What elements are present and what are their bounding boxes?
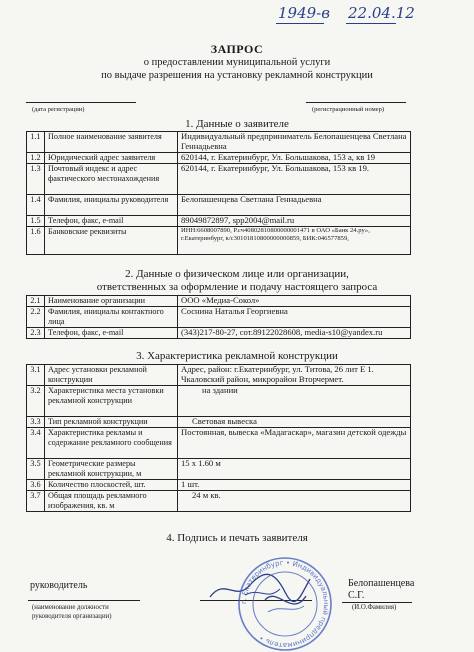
row-label: Банковские реквизиты [45,227,178,255]
row-number: 1.5 [27,216,45,227]
row-number: 2.1 [27,296,45,307]
row-value: Соснина Наталья Георгиевна [178,307,411,328]
table-row [27,164,411,195]
registration-date-label: (дата регистрации) [32,106,85,113]
row-value: Световая вывеска [178,417,411,428]
row-label: Фамилия, инициалы руководителя [45,195,178,216]
row-label: Телефон, факс, e-mail [45,328,178,339]
row-label: Телефон, факс, e-mail [45,216,178,227]
handwritten-underline [276,23,324,24]
row-label: Полное наименование заявителя [45,132,178,153]
signer-initials: С.Г. [348,590,365,601]
row-label: Геометрические размеры рекламной конструкции, м [45,459,178,480]
handwritten-number: 1949-в [278,4,330,22]
row-number: 3.1 [27,365,45,386]
registration-number-label: (регистрационный номер) [312,106,385,113]
signer-name: Белопашенцева [348,578,415,589]
table-row [27,328,411,339]
row-label: Количество плоскостей, шт. [45,480,178,491]
row-number: 2.2 [27,307,45,328]
row-label: Юридический адрес заявителя [45,153,178,164]
row-number: 1.1 [27,132,45,153]
table-row [27,386,411,417]
handwritten-underline [346,23,396,24]
position-caption: (наименование должности [32,604,109,611]
row-number: 3.6 [27,480,45,491]
row-number: 1.6 [27,227,45,255]
section-3-title: 3. Характеристика рекламной конструкции [136,350,338,362]
row-value: 15 х 1.60 м [178,459,411,480]
document-subtitle: по выдаче разрешения на установку рекламной конструкции [101,70,373,81]
table-row [27,307,411,328]
table-row [27,153,411,164]
row-value: 89049872897, spp2004@mail.ru [178,216,411,227]
row-number: 3.4 [27,428,45,459]
row-number: 1.4 [27,195,45,216]
registration-number-line [306,102,406,103]
section-2-title: ответственных за оформление и подачу настоящего запроса [96,281,378,293]
table-row [27,216,411,227]
row-value: Адрес, район: г.Екатеринбург, ул. Титова, 26 лит Е 1. Чкаловский район, микрорайон Вторчермет. [178,365,411,386]
row-value: 24 м кв. [178,491,411,512]
table-row [27,195,411,216]
stamp-text: г. Екатеринбург • Индивидуальный предприниматель • [239,558,331,650]
row-number: 1.3 [27,164,45,195]
signer-position: руководитель [30,580,88,591]
row-value: 1 шт. [178,480,411,491]
row-value: 620144, г. Екатеринбург, Ул. Большакова, 153 кв 19. [178,164,411,195]
row-label: Почтовый индекс и адрес фактического местонахождения [45,164,178,195]
section-1-title: 1. Данные о заявителе [185,118,289,130]
registration-date-line [26,102,136,103]
row-number: 3.2 [27,386,45,417]
row-value: ООО «Медиа-Сокол» [178,296,411,307]
document-subtitle: о предоставлении муниципальной услуги [143,57,331,68]
row-value: Постоянная, вывеска «Мадагаскар», магазин детской одежды [178,428,411,459]
row-value: Индивидуальный предприниматель Белопашенцева Светлана Геннадьевна [178,132,411,153]
table-row [27,480,411,491]
row-label: Фамилия, инициалы контактного лица [45,307,178,328]
section-2-title: 2. Данные о физическом лице или организации, [125,268,349,280]
round-stamp [232,556,338,652]
row-label: Тип рекламной конструкции [45,417,178,428]
row-number: 1.2 [27,153,45,164]
position-line [28,600,140,601]
row-label: Наименование организации [45,296,178,307]
row-number: 3.5 [27,459,45,480]
table-row [27,227,411,255]
row-label: Характеристика рекламы и содержание рекламного сообщения [45,428,178,459]
name-caption: (И.О.Фамилия) [352,604,397,611]
row-number: 3.3 [27,417,45,428]
table-row [27,417,411,428]
row-value: (343)217-80-27, сот.89122028608, media-s10@yandex.ru [178,328,411,339]
row-value: ИНН:6608007890, Р.сч40802810800000001471 в ОАО «Банк 24.ру», г.Екатеринбург, к/с30101810800000000859, БИК:046577859, [181,227,370,242]
row-label: Адрес установки рекламной конструкции [45,365,178,386]
table-row [27,428,411,459]
row-value: 620144, г. Екатеринбург, Ул. Большакова, 153 а, кв 19 [178,153,411,164]
contact-table [26,295,411,339]
table-row [27,365,411,386]
table-row [27,296,411,307]
table-row [27,459,411,480]
construction-table [26,364,411,512]
row-label: Характеристика места установки рекламной конструкции [45,386,178,417]
table-row [27,491,411,512]
row-number: 3.7 [27,491,45,512]
applicant-table [26,131,411,255]
row-value: на здании [178,386,411,417]
row-value: Белопашенцева Светлана Геннадьевна [178,195,411,216]
document-title: ЗАПРОС [210,42,264,56]
name-line [342,602,412,603]
position-caption: руководителя организации) [32,613,112,620]
section-4-title: 4. Подпись и печать заявителя [166,532,308,544]
row-number: 2.3 [27,328,45,339]
handwritten-date: 22.04.12 [348,4,415,22]
table-row [27,132,411,153]
row-label: Общая площадь рекламного изображения, кв. м [45,491,178,512]
